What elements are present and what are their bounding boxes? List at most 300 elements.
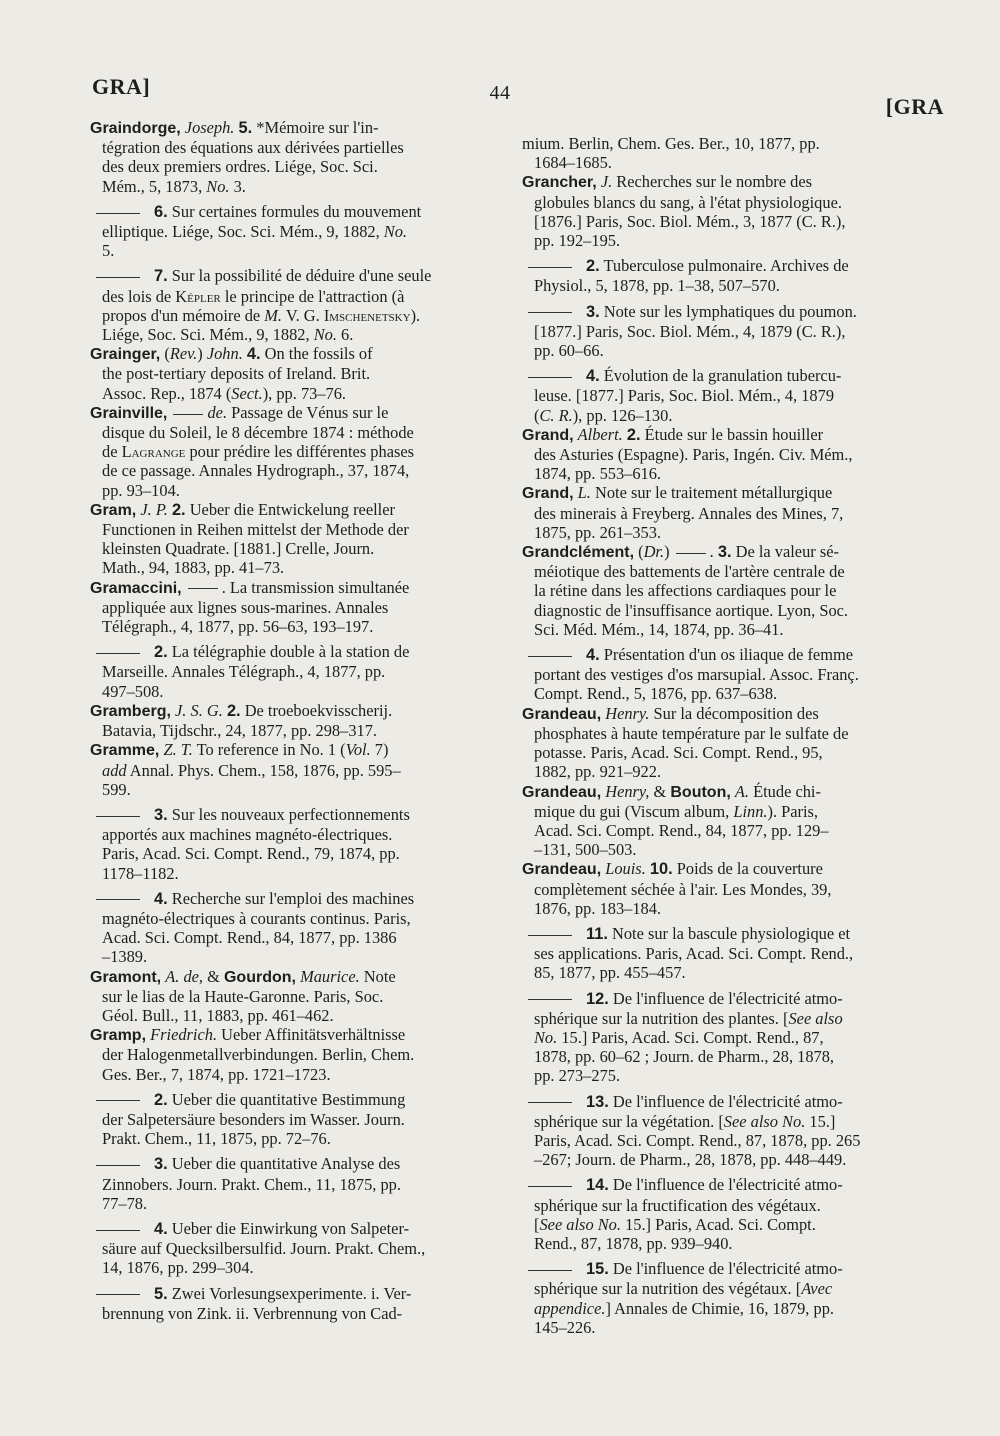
item-number: 4. (586, 367, 600, 386)
text-run: See also No. (723, 1111, 806, 1131)
entry-line (90, 558, 510, 577)
text-run: De l'influence de l'électricité atmo- (608, 988, 843, 1008)
text-run: Physiol., 5, 1878, pp. 1–38, 507–570. (534, 276, 780, 296)
sub-entry (90, 805, 510, 883)
sub-entry (90, 889, 510, 967)
text-run: Paris, Acad. Sci. Compt. Rend., 87, 1878, pp. 265 (534, 1130, 861, 1150)
item-number: 6. (154, 202, 168, 221)
text-run: Zwei Vorlesungsexperimente. i. Ver- (167, 1283, 412, 1303)
text-run: sphérique sur la fructification des végétaux. (534, 1195, 821, 1215)
text-run: ). Paris, (767, 801, 819, 821)
entry-line (90, 1110, 510, 1129)
ditto-dash (96, 1294, 140, 1295)
text-run: Étude chi- (749, 781, 821, 801)
text-run: pp. 60–66. (534, 341, 604, 361)
text-run: Batavia, Tijdschr., 24, 1877, pp. 298–317. (102, 721, 378, 741)
entry-line (90, 1194, 510, 1213)
entry-line (90, 177, 510, 196)
entry-line (90, 1025, 510, 1045)
item-number: 15. (586, 1260, 609, 1279)
entry-line (90, 662, 510, 681)
text-run: Note (359, 966, 396, 986)
entry-line (90, 1258, 510, 1277)
text-run: mique du gui (Viscum album, (534, 801, 734, 821)
sub-entry (90, 1090, 510, 1149)
text-run: säure auf Quecksilbersulfid. Journ. Prakt. Chem., (102, 1239, 426, 1259)
entry-line (90, 403, 510, 423)
item-number: 12. (586, 989, 609, 1008)
entry-line (522, 802, 946, 821)
entry-line (522, 386, 946, 405)
text-run: To reference in No. 1 ( (192, 740, 346, 760)
entry-line (522, 601, 946, 620)
entry-line (522, 944, 946, 963)
entry-line (90, 1239, 510, 1258)
entry-line (522, 743, 946, 762)
entry-line (522, 1047, 946, 1066)
text-run: appendice. (534, 1298, 606, 1318)
text-run: Ueber die Entwickelung reeller (185, 499, 395, 519)
page-number: 44 (489, 82, 511, 104)
entry-line (522, 620, 946, 639)
ditto-dash (528, 999, 572, 1000)
text-run: 77–78. (102, 1193, 148, 1213)
entry-line (522, 1131, 946, 1150)
ditto-dash (96, 277, 140, 278)
text-run: le principe de l'attraction (à (220, 286, 405, 306)
entry-line (90, 1284, 510, 1304)
entry-line (522, 464, 946, 483)
text-run: des deux premiers ordres. Liége, Soc. Sci. (102, 157, 378, 177)
item-number: 14. (586, 1176, 609, 1195)
ditto-dash (96, 1165, 140, 1166)
sub-entry (522, 366, 946, 425)
text-run: Avec (801, 1279, 833, 1299)
entry-line (522, 762, 946, 781)
author-heading: Bouton, (670, 783, 731, 801)
entry-line (90, 241, 510, 260)
entry-line (90, 364, 510, 383)
bibliography-entry (522, 704, 946, 782)
author-heading: Grandeau, (522, 861, 602, 879)
text-run: Passage de Vénus sur le (227, 402, 389, 422)
text-run: Prakt. Chem., 11, 1875, pp. 72–76. (102, 1129, 331, 1149)
entry-line (522, 1215, 946, 1234)
text-run: . La transmission simultanée (221, 577, 410, 597)
entry-line (522, 276, 946, 295)
entry-line (522, 665, 946, 684)
text-run: 497–508. (102, 681, 164, 701)
text-run: Joseph. (184, 118, 235, 137)
sub-entry (522, 256, 946, 295)
entry-line (90, 520, 510, 539)
entry-line (90, 1006, 510, 1025)
item-number: 3. (586, 302, 600, 321)
text-run: pp. 273–275. (534, 1066, 621, 1086)
entry-line (522, 1259, 946, 1279)
author-heading: Graindorge, (90, 120, 181, 137)
text-run: J. (600, 172, 613, 192)
entry-line (90, 1175, 510, 1194)
entry-line (90, 325, 510, 344)
ditto-dash (96, 653, 140, 654)
bibliography-entry (522, 172, 946, 250)
text-run: der Halogenmetallverbindungen. Berlin, Chem. (102, 1045, 415, 1065)
text-run: 6. (336, 325, 354, 345)
item-number: 3. (154, 1155, 168, 1174)
entry-line (90, 928, 510, 947)
text-run: ses applications. Paris, Acad. Sci. Compt. Rend., (534, 944, 854, 964)
entry-line (522, 153, 946, 172)
text-run: Sci. Méd. Mém., 14, 1874, pp. 36–41. (534, 619, 784, 639)
entry-line (522, 1028, 946, 1047)
text-run: [1877.] Paris, Soc. Biol. Mém., 4, 1879 (C. R.), (534, 321, 846, 341)
ditto-dash (528, 377, 572, 378)
entry-line (522, 341, 946, 360)
author-heading: Grandclément, (522, 544, 635, 562)
item-number: 3. (154, 805, 168, 824)
bibliography-entry (522, 483, 946, 542)
ditto-dash (96, 1230, 140, 1231)
text-run: ), pp. 73–76. (262, 383, 347, 403)
text-run: 1878, pp. 60–62 ; Journ. de Pharm., 28, 1878, (534, 1047, 835, 1067)
entry-line (522, 899, 946, 918)
text-run: Functionen in Reihen mittelst der Methode der (102, 520, 409, 540)
text-run: Vol. (345, 740, 371, 760)
text-run: sphérique sur la nutrition des plantes. [ (534, 1008, 789, 1028)
text-run: V. G. (282, 305, 324, 325)
entry-line (522, 1009, 946, 1028)
right-column (522, 134, 946, 1337)
text-run: ) (197, 344, 207, 364)
entry-line (90, 780, 510, 799)
text-run: Géol. Bull., 11, 1883, pp. 461–462. (102, 1005, 334, 1025)
text-run: L. (577, 483, 591, 503)
entry-line (90, 539, 510, 558)
sub-entry (90, 642, 510, 701)
text-run: Liége, Soc. Sci. Mém., 9, 1882, (102, 325, 314, 345)
text-run: De l'influence de l'électricité atmo- (608, 1175, 843, 1195)
entry-line (522, 880, 946, 899)
text-run: Henry, (605, 781, 650, 801)
text-run: Présentation d'un os iliaque de femme (599, 645, 853, 665)
item-number: 2. (171, 500, 186, 519)
text-run: Sur certaines formules du mouvement (167, 201, 422, 221)
text-run: Sect. (231, 383, 263, 403)
text-run: No. (206, 176, 230, 196)
entry-line (90, 617, 510, 636)
entry-line (522, 483, 946, 503)
text-run: Assoc. Rep., 1874 ( (102, 383, 232, 403)
text-run: elliptique. Liége, Soc. Sci. Mém., 9, 1882, (102, 222, 384, 242)
text-run: des lois de (102, 286, 176, 306)
text-run: des Asturies (Espagne). Paris, Ingén. Civ. Mém., (534, 445, 853, 465)
ditto-dash (528, 312, 572, 313)
entry-line (90, 578, 510, 598)
author-heading: Grainger, (90, 346, 161, 364)
text-run: 85, 1877, pp. 455–457. (534, 963, 686, 983)
text-run: ( (534, 405, 540, 425)
text-run: La télégraphie double à la station de (167, 642, 410, 662)
text-run: Ges. Ber., 7, 1874, pp. 1721–1723. (102, 1064, 331, 1084)
author-heading: Gramberg, (90, 702, 171, 720)
sub-entry (522, 302, 946, 361)
entry-line (90, 423, 510, 442)
text-run: sur le lias de la Haute-Garonne. Paris, Soc. (102, 986, 384, 1006)
text-run: de ce passage. Annales Hydrograph., 37, 1874, (102, 461, 410, 481)
text-run: disque du Soleil, le 8 décembre 1874 : méthode (102, 423, 414, 443)
running-head-left: GRA] (92, 74, 151, 99)
text-run: complètement séchée à l'air. Les Mondes, 39, (534, 879, 832, 899)
entry-line (90, 461, 510, 480)
entry-line (90, 909, 510, 928)
text-run: 1876, pp. 183–184. (534, 898, 662, 918)
entry-line (522, 172, 946, 192)
sub-entry (522, 1175, 946, 1253)
entry-line (522, 366, 946, 386)
text-run: Poids de la couverture (672, 859, 823, 879)
text-run: portant des vestiges d'os marsupial. Assoc. Franç. (534, 665, 859, 685)
running-head-right: [GRA (885, 94, 944, 119)
text-run: Étude sur le bassin houiller (640, 424, 824, 444)
text-run: appliquée aux lignes sous-marines. Annales (102, 597, 389, 617)
entry-line (522, 645, 946, 665)
text-run: See also (788, 1008, 843, 1028)
text-run: ). (410, 305, 421, 325)
text-run: ] Annales de Chimie, 16, 1879, pp. (605, 1298, 834, 1318)
text-run: 1178–1182. (102, 863, 179, 883)
text-run: –131, 500–503. (534, 840, 637, 860)
author-heading: Gramaccini, (90, 579, 182, 597)
text-run: M. (264, 305, 283, 325)
entry-line (90, 967, 510, 987)
item-number: 2. (226, 701, 241, 720)
text-run: Sur les nouveaux perfectionnements (167, 804, 410, 824)
sub-entry (90, 1219, 510, 1278)
entry-line (522, 1299, 946, 1318)
entry-line (90, 1304, 510, 1323)
text-run: Dr. (643, 542, 665, 562)
ditto-dash (188, 588, 218, 589)
author-heading: Gramont, (90, 968, 162, 986)
entry-line (522, 504, 946, 523)
sub-entry (90, 1284, 510, 1323)
text-run: & (203, 966, 224, 986)
text-run: 1874, pp. 553–616. (534, 464, 662, 484)
text-run: Télégraph., 4, 1877, pp. 56–63, 193–197. (102, 617, 374, 637)
text-run: 145–226. (534, 1317, 596, 1337)
text-run: Rend., 87, 1878, pp. 939–940. (534, 1233, 733, 1253)
entry-line (522, 1234, 946, 1253)
entry-line (522, 1318, 946, 1337)
entry-line (90, 864, 510, 883)
entry-line (522, 302, 946, 322)
text-run: pp. 192–195. (534, 231, 621, 251)
text-run: Ueber die quantitative Analyse des (167, 1154, 401, 1174)
text-run: Recherches sur le nombre des (612, 172, 812, 192)
entry-line (90, 947, 510, 966)
entry-line (90, 1129, 510, 1148)
entry-line (90, 701, 510, 721)
text-run: A. (734, 781, 750, 801)
item-number: 2. (154, 643, 168, 662)
text-run: the post-tertiary deposits of Ireland. Brit. (102, 364, 371, 384)
sub-entry (522, 645, 946, 704)
text-run: diagnostic de l'insuffisance aortique. Lyon, Soc. (534, 600, 849, 620)
item-number: 10. (649, 860, 673, 879)
text-run: apportés aux machines magnéto-électriques. (102, 825, 393, 845)
text-run: propos d'un mémoire de (102, 305, 265, 325)
bibliography-entry (522, 542, 946, 639)
sub-entry (522, 1259, 946, 1337)
text-run: Paris, Acad. Sci. Compt. Rend., 79, 1874, pp. (102, 844, 400, 864)
entry-line (90, 442, 510, 461)
bibliography-entry (90, 1025, 510, 1084)
text-run: méiotique des battements de l'artère centrale de (534, 562, 845, 582)
text-run: See also No. (539, 1214, 621, 1234)
entry-line (522, 1175, 946, 1195)
sub-entry (90, 202, 510, 261)
bibliography-entry (522, 782, 946, 860)
text-run: 599. (102, 779, 131, 799)
text-run: Tuberculose pulmonaire. Archives de (599, 256, 849, 276)
entry-line (90, 287, 510, 306)
text-run: pp. 93–104. (102, 480, 180, 500)
text-run: De l'influence de l'électricité atmo- (608, 1091, 843, 1111)
entry-line (90, 1090, 510, 1110)
entry-line (90, 222, 510, 241)
item-number: 13. (586, 1092, 609, 1111)
small-caps-name: Lagrange (121, 442, 186, 462)
entry-line (90, 642, 510, 662)
item-number: 11. (586, 924, 608, 943)
text-run: kleinsten Quadrate. [1881.] Crelle, Journ. (102, 539, 375, 559)
text-run: globules blancs du sang, à l'état physiologique. (534, 192, 842, 212)
text-run: De troeboekvisscherij. (240, 700, 393, 720)
entry-line (522, 724, 946, 743)
text-run: Marseille. Annales Télégraph., 4, 1877, pp. (102, 662, 386, 682)
text-run: 3. (229, 176, 246, 196)
entry-line (90, 889, 510, 909)
entry-line (522, 963, 946, 982)
text-run: magnéto-électriques à courants continus. Paris, (102, 908, 411, 928)
item-number: 5. (154, 1284, 168, 1303)
item-number: 4. (586, 646, 600, 665)
text-run: Z. T. (163, 740, 193, 760)
ditto-dash (96, 816, 140, 817)
ditto-dash (528, 656, 572, 657)
author-heading: Gourdon, (223, 968, 296, 986)
entry-line (522, 684, 946, 703)
text-run: des minerais à Freyberg. Annales des Mines, 7, (534, 503, 844, 523)
text-run: De l'influence de l'électricité atmo- (608, 1259, 843, 1279)
bibliography-entry (522, 859, 946, 918)
text-run: potasse. Paris, Acad. Sci. Compt. Rend., 95, (534, 743, 823, 763)
bibliography-entry (522, 425, 946, 484)
text-run: 7) (370, 740, 389, 760)
text-run: Acad. Sci. Compt. Rend., 84, 1877, pp. 1386 (102, 928, 397, 948)
entry-line (522, 322, 946, 341)
text-run: 1875, pp. 261–353. (534, 522, 662, 542)
item-number: 3. (717, 543, 732, 562)
entry-line (522, 989, 946, 1009)
entry-line (90, 721, 510, 740)
text-run: Recherche sur l'emploi des machines (167, 888, 415, 908)
ditto-dash (528, 1270, 572, 1271)
ditto-dash (528, 267, 572, 268)
entry-line (522, 1092, 946, 1112)
ditto-dash (173, 414, 203, 415)
entry-line (522, 581, 946, 600)
item-number: 2. (586, 257, 600, 276)
entry-line (90, 740, 510, 760)
text-run: Henry. (605, 703, 650, 723)
text-run: de. (207, 402, 228, 422)
text-run: –267; Journ. de Pharm., 28, 1878, pp. 448–449. (534, 1150, 847, 1170)
ditto-dash (96, 213, 140, 214)
text-run: 1684–1685. (534, 153, 612, 173)
text-run: phosphates à haute température par le sulfate de (534, 723, 849, 743)
entry-line (90, 987, 510, 1006)
text-run: Friedrich. (150, 1025, 218, 1045)
entry-line (522, 542, 946, 562)
text-run: Albert. (577, 424, 623, 444)
text-run: Linn. (733, 801, 768, 821)
text-run: Math., 94, 1883, pp. 41–73. (102, 558, 285, 578)
text-run: tégration des équations aux dérivées partielles (102, 138, 404, 158)
text-run: sphérique sur la végétation. [ (534, 1111, 724, 1131)
entry-line (90, 384, 510, 403)
text-run: Sur la décomposition des (649, 703, 819, 723)
small-caps-name: Imschenetsky (323, 305, 411, 325)
text-run (167, 403, 171, 422)
entry-line (522, 212, 946, 231)
entry-line (90, 138, 510, 157)
entry-line (90, 598, 510, 617)
entry-line (90, 761, 510, 780)
entry-line (522, 562, 946, 581)
text-run: *Mémoire sur l'in- (252, 118, 379, 137)
entry-line (90, 344, 510, 364)
text-run: Maurice. (300, 966, 360, 986)
bibliography-entry (90, 578, 510, 637)
left-column (90, 118, 510, 1323)
text-run: Évolution de la granulation tubercu- (599, 366, 842, 386)
text-run: 14, 1876, pp. 299–304. (102, 1258, 254, 1278)
entry-line (90, 805, 510, 825)
text-run: 15.] (805, 1111, 836, 1131)
bibliography-entry (90, 740, 510, 799)
item-number: 5. (238, 119, 253, 137)
text-run: Note sur la bascule physiologique et (607, 923, 851, 943)
entry-line (90, 481, 510, 500)
entry-line (522, 1150, 946, 1169)
entry-line (522, 704, 946, 724)
text-run: Compt. Rend., 5, 1876, pp. 637–638. (534, 684, 778, 704)
text-run: C. R. (539, 405, 573, 425)
bibliography-entry (90, 500, 510, 578)
text-run: ( (160, 344, 170, 364)
entry-line (522, 406, 946, 425)
item-number: 2. (626, 425, 641, 444)
text-run: 15.] Paris, Acad. Sci. Compt. Rend., 87, (557, 1027, 824, 1047)
text-run: 5. (102, 241, 115, 261)
text-run: de (102, 442, 122, 462)
text-run: 1882, pp. 921–922. (534, 762, 662, 782)
entry-line (90, 844, 510, 863)
item-number: 7. (154, 267, 168, 286)
entry-line (522, 1196, 946, 1215)
